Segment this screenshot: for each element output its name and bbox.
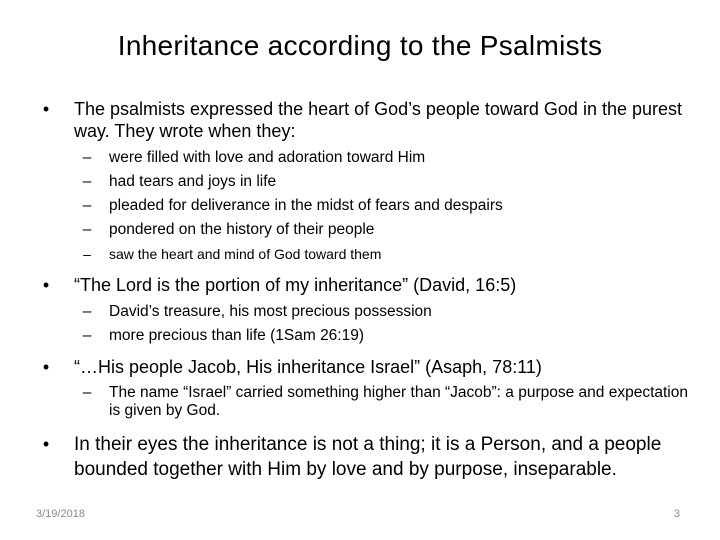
sub-item-text: pleaded for deliverance in the midst of fears and despairs xyxy=(109,197,503,214)
dash-icon: – xyxy=(82,327,92,344)
dash-icon: – xyxy=(82,384,92,401)
bullet-icon: • xyxy=(42,434,50,454)
bullet-text: “…His people Jacob, His inheritance Israel” (Asaph, 78:11) xyxy=(74,357,542,377)
sub-item xyxy=(36,300,696,324)
sub-item-text: pondered on the history of their people xyxy=(109,221,375,238)
dash-icon: – xyxy=(82,149,92,166)
sub-item xyxy=(36,146,696,170)
sub-item xyxy=(36,242,696,266)
bullet-text: “The Lord is the portion of my inheritance” (David, 16:5) xyxy=(74,275,517,295)
bullet-icon: • xyxy=(42,357,50,377)
sub-item-text: were filled with love and adoration toward Him xyxy=(109,149,426,166)
sub-item xyxy=(36,384,696,420)
bullet-icon: • xyxy=(42,275,50,295)
sub-item xyxy=(36,324,696,348)
footer-date: 3/19/2018 xyxy=(36,508,85,520)
dash-icon: – xyxy=(82,303,92,320)
bullet-item xyxy=(36,432,696,482)
sub-item-text: more precious than life (1Sam 26:19) xyxy=(109,327,365,344)
sub-item xyxy=(36,170,696,194)
dash-icon: – xyxy=(82,221,92,238)
sub-item xyxy=(36,194,696,218)
slide-title: Inheritance according to the Psalmists xyxy=(117,30,603,61)
sub-item-text: David’s treasure, his most precious possession xyxy=(109,303,432,320)
bullet-item xyxy=(36,98,696,142)
bullet-item xyxy=(36,356,696,378)
bullet-icon: • xyxy=(42,99,50,119)
page-number: 3 xyxy=(673,508,680,520)
slide-body xyxy=(36,98,696,482)
sub-item-text: had tears and joys in life xyxy=(109,173,277,190)
bullet-text: The psalmists expressed the heart of God’s people toward God in the purest way. They wrote when they: xyxy=(74,99,683,141)
sub-item xyxy=(36,218,696,242)
dash-icon: – xyxy=(82,173,92,190)
bullet-text: In their eyes the inheritance is not a thing; it is a Person, and a people bounded together with Him by love and by purpose, inseparable. xyxy=(74,434,662,480)
dash-icon: – xyxy=(83,246,91,262)
bullet-item xyxy=(36,274,696,296)
dash-icon: – xyxy=(82,197,92,214)
sub-item-text: The name “Israel” carried something higher than “Jacob”: a purpose and expectation is given by God. xyxy=(109,384,688,419)
sub-item-text: saw the heart and mind of God toward them xyxy=(109,246,382,262)
